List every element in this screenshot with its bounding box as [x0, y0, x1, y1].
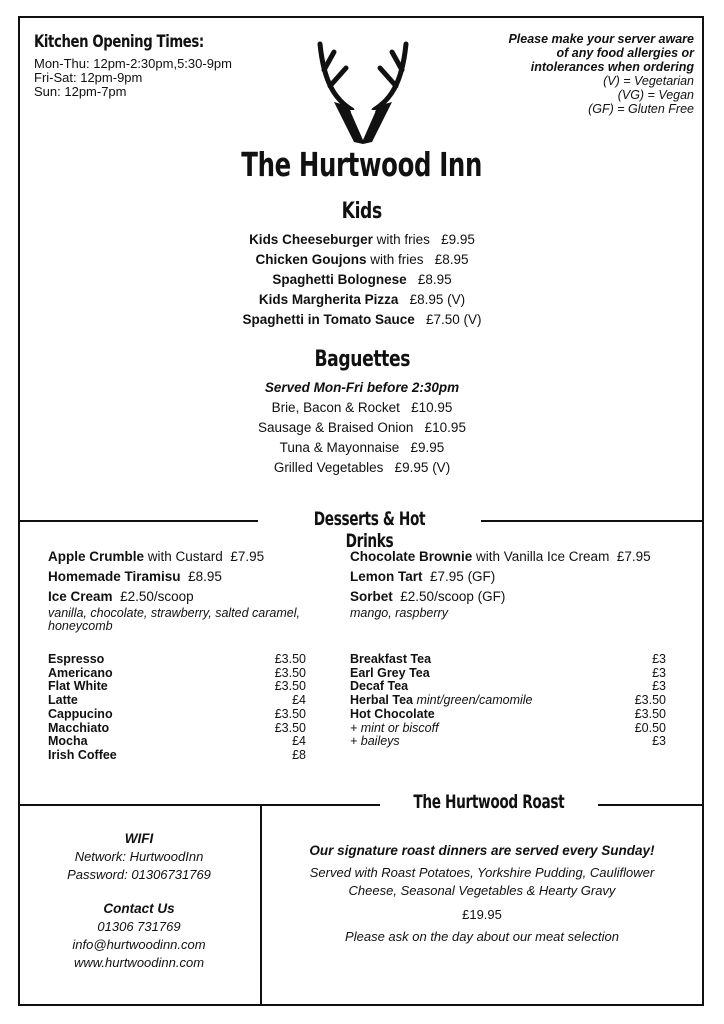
list-item: Chicken Goujons with fries £8.95 [255, 252, 469, 267]
wifi-password: Password: 01306731769 [67, 867, 211, 882]
kitchen-title: Kitchen Opening Times: [34, 32, 204, 52]
roast-note: Please ask on the day about our meat selection [345, 929, 619, 944]
list-item: Ice Cream £2.50/scoop [48, 589, 194, 604]
flavour-line: honeycomb [48, 619, 113, 633]
desserts-heading-text: Desserts & Hot Drinks [313, 508, 426, 552]
roast-price: £19.95 [462, 907, 502, 922]
list-item: Spaghetti Bolognese £8.95 [272, 272, 452, 287]
list-item: Espresso £3.50 [48, 652, 306, 666]
list-item: Americano £3.50 [48, 665, 306, 680]
list-item: Sorbet £2.50/scoop (GF) [350, 589, 506, 604]
list-item: Brie, Bacon & Rocket £10.95 [271, 400, 453, 415]
flavour-line: vanilla, chocolate, strawberry, salted caramel, [48, 606, 300, 620]
baguettes-heading-text: Baguettes [314, 347, 410, 372]
desserts-left [48, 547, 348, 633]
section-divider [481, 520, 704, 522]
restaurant-name [0, 145, 724, 184]
contact-phone: 01306 731769 [97, 919, 181, 934]
wifi-heading: WIFI [124, 831, 154, 846]
section-divider [598, 804, 704, 806]
list-item: Breakfast Tea £3 [350, 652, 666, 666]
roast-panel [262, 842, 702, 946]
list-item: Hot Chocolate £3.50 [350, 706, 666, 721]
list-item: Kids Cheeseburger with fries £9.95 [249, 232, 475, 247]
list-item: Earl Grey Tea £3 [350, 665, 666, 680]
hours-line: Sun: 12pm-7pm [34, 84, 127, 99]
list-item: Homemade Tiramisu £8.95 [48, 569, 222, 584]
list-item: Kids Margherita Pizza £8.95 (V) [258, 292, 466, 307]
list-item: Macchiato £3.50 [48, 720, 306, 735]
allergy-notice [508, 32, 694, 116]
roast-desc: Cheese, Seasonal Vegetables & Hearty Gravy [348, 883, 616, 898]
section-divider [18, 804, 380, 806]
stag-antlers-icon [312, 40, 414, 144]
roast-heading-text: The Hurtwood Roast [413, 791, 565, 813]
allergy-line: intolerances when ordering [530, 60, 694, 74]
desserts-right [350, 547, 700, 620]
list-item: + mint or biscoff £0.50 [350, 720, 666, 735]
list-item: Tuna & Mayonnaise £9.95 [279, 440, 445, 455]
list-item: Decaf Tea £3 [350, 679, 666, 694]
wifi-network: Network: HurtwoodInn [74, 849, 204, 864]
baguettes-heading [0, 347, 724, 372]
hours-line: Mon-Thu: 12pm-2:30pm,5:30-9pm [34, 56, 232, 71]
list-item: Flat White £3.50 [48, 679, 306, 694]
diet-key: (GF) = Gluten Free [588, 102, 694, 116]
hours-line: Fri-Sat: 12pm-9pm [34, 70, 143, 85]
allergy-line: of any food allergies or [556, 46, 694, 60]
diet-key: (V) = Vegetarian [603, 74, 694, 88]
restaurant-name-text: The Hurtwood Inn [241, 145, 483, 184]
list-item: Sausage & Braised Onion £10.95 [258, 420, 466, 435]
coffee-list [48, 653, 306, 763]
contact-panel [18, 830, 260, 972]
list-item: Chocolate Brownie with Vanilla Ice Cream £7.95 [350, 549, 651, 564]
tea-list [350, 653, 666, 749]
kids-heading [0, 199, 724, 224]
list-item: Spaghetti in Tomato Sauce £7.50 (V) [242, 312, 482, 327]
list-item: Latte £4 [48, 693, 306, 708]
kids-heading-text: Kids [341, 199, 383, 224]
roast-tagline: Our signature roast dinners are served every Sunday! [309, 843, 655, 858]
sorbet-flavours: mango, raspberry [350, 606, 448, 620]
list-item: + baileys £3 [350, 734, 666, 749]
baguettes-list [0, 378, 724, 478]
list-item: Lemon Tart £7.95 (GF) [350, 569, 496, 584]
allergy-line: Please make your server aware [508, 32, 694, 46]
section-divider [18, 520, 258, 522]
ice-cream-flavours [48, 607, 348, 633]
list-item: Apple Crumble with Custard £7.95 [48, 549, 265, 564]
list-item: Herbal Tea mint/green/camomile £3.50 [350, 693, 666, 708]
roast-desc: Served with Roast Potatoes, Yorkshire Pudding, Cauliflower [309, 865, 655, 880]
list-item: Cappucino £3.50 [48, 706, 306, 721]
baguettes-subtitle: Served Mon-Fri before 2:30pm [264, 380, 460, 395]
kitchen-hours [34, 57, 232, 99]
contact-heading: Contact Us [103, 901, 175, 916]
list-item: Grilled Vegetables £9.95 (V) [273, 460, 451, 475]
kids-list [0, 230, 724, 330]
contact-email: info@hurtwoodinn.com [72, 937, 206, 952]
contact-website: www.hurtwoodinn.com [73, 955, 205, 970]
list-item: Mocha £4 [48, 734, 306, 749]
desserts-heading [258, 508, 481, 552]
diet-key: (VG) = Vegan [617, 88, 694, 102]
list-item: Irish Coffee £8 [48, 747, 306, 762]
roast-heading [380, 791, 598, 813]
